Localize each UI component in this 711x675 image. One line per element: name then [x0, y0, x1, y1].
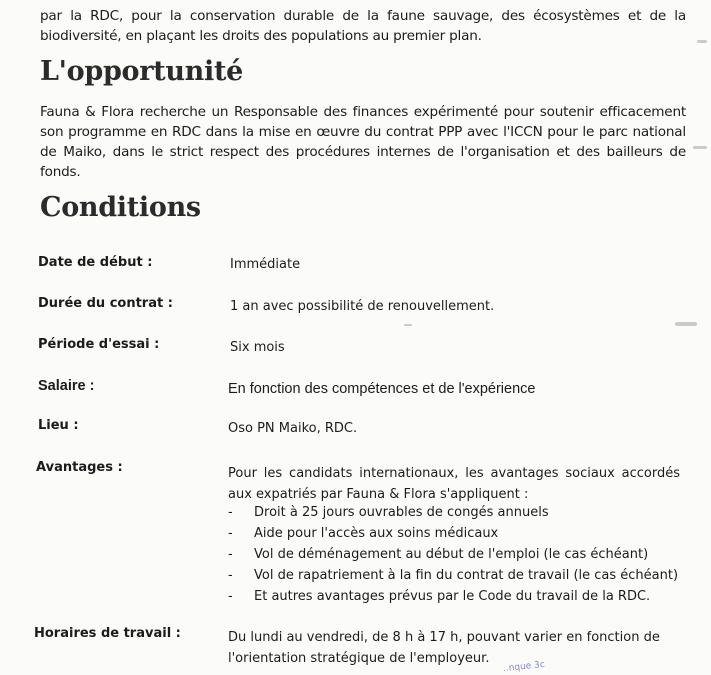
working-hours-label: Horaires de travail : — [34, 626, 181, 641]
scan-smudge — [675, 322, 697, 326]
benefits-list — [228, 505, 688, 610]
scan-smudge — [404, 324, 412, 326]
location-label: Lieu : — [38, 418, 79, 433]
list-item: - Aide pour l'accès aux soins médicaux — [228, 526, 688, 547]
trial-period-value: Six mois — [230, 340, 285, 355]
scan-smudge — [693, 146, 707, 149]
location-value: Oso PN Maiko, RDC. — [228, 421, 358, 436]
contract-duration-value: 1 an avec possibilité de renouvellement. — [230, 299, 495, 314]
trial-period-label: Période d'essai : — [38, 337, 160, 352]
benefits-label: Avantages : — [36, 460, 123, 475]
start-date-label: Date de début : — [38, 255, 153, 270]
conditions-heading: Conditions — [40, 192, 201, 223]
opportunity-heading: L'opportunité — [40, 56, 243, 87]
benefits-intro: Pour les candidats internationaux, les avantages sociaux accordés aux expatriés par Fauna & Flora s'appliquent : — [228, 466, 680, 502]
start-date-value: Immédiate — [230, 257, 301, 272]
intro-paragraph: par la RDC, pour la conservation durable de la faune sauvage, des écosystèmes et de la biodiversité, en plaçant les droits des populations au premier plan. — [40, 8, 686, 44]
contract-duration-label: Durée du contrat : — [38, 296, 173, 311]
list-item: - Vol de déménagement au début de l'emploi (le cas échéant) — [228, 547, 688, 568]
list-item: - Vol de rapatriement à la fin du contrat de travail (le cas échéant) — [228, 568, 688, 589]
opportunity-paragraph: Fauna & Flora recherche un Responsable des finances expérimenté pour soutenir efficacement son programme en RDC dans la mise en œuvre du contrat PPP avec l'ICCN pour le parc national de Maiko, dans le strict respect des procédures internes de l'organisation et des bailleurs de fonds. — [40, 104, 686, 180]
scan-smudge — [697, 40, 707, 43]
list-item: - Et autres avantages prévus par le Code du travail de la RDC. — [228, 589, 688, 610]
working-hours-line-1: Du lundi au vendredi, de 8 h à 17 h, pouvant varier en fonction de — [228, 630, 660, 645]
stamp-fragment: ..nque 3c — [502, 659, 546, 675]
salary-label: Salaire : — [38, 378, 95, 394]
list-item: - Droit à 25 jours ouvrables de congés annuels — [228, 505, 688, 526]
salary-value: En fonction des compétences et de l'expérience — [228, 381, 536, 397]
working-hours-line-2: l'orientation stratégique de l'employeur. — [228, 651, 490, 666]
